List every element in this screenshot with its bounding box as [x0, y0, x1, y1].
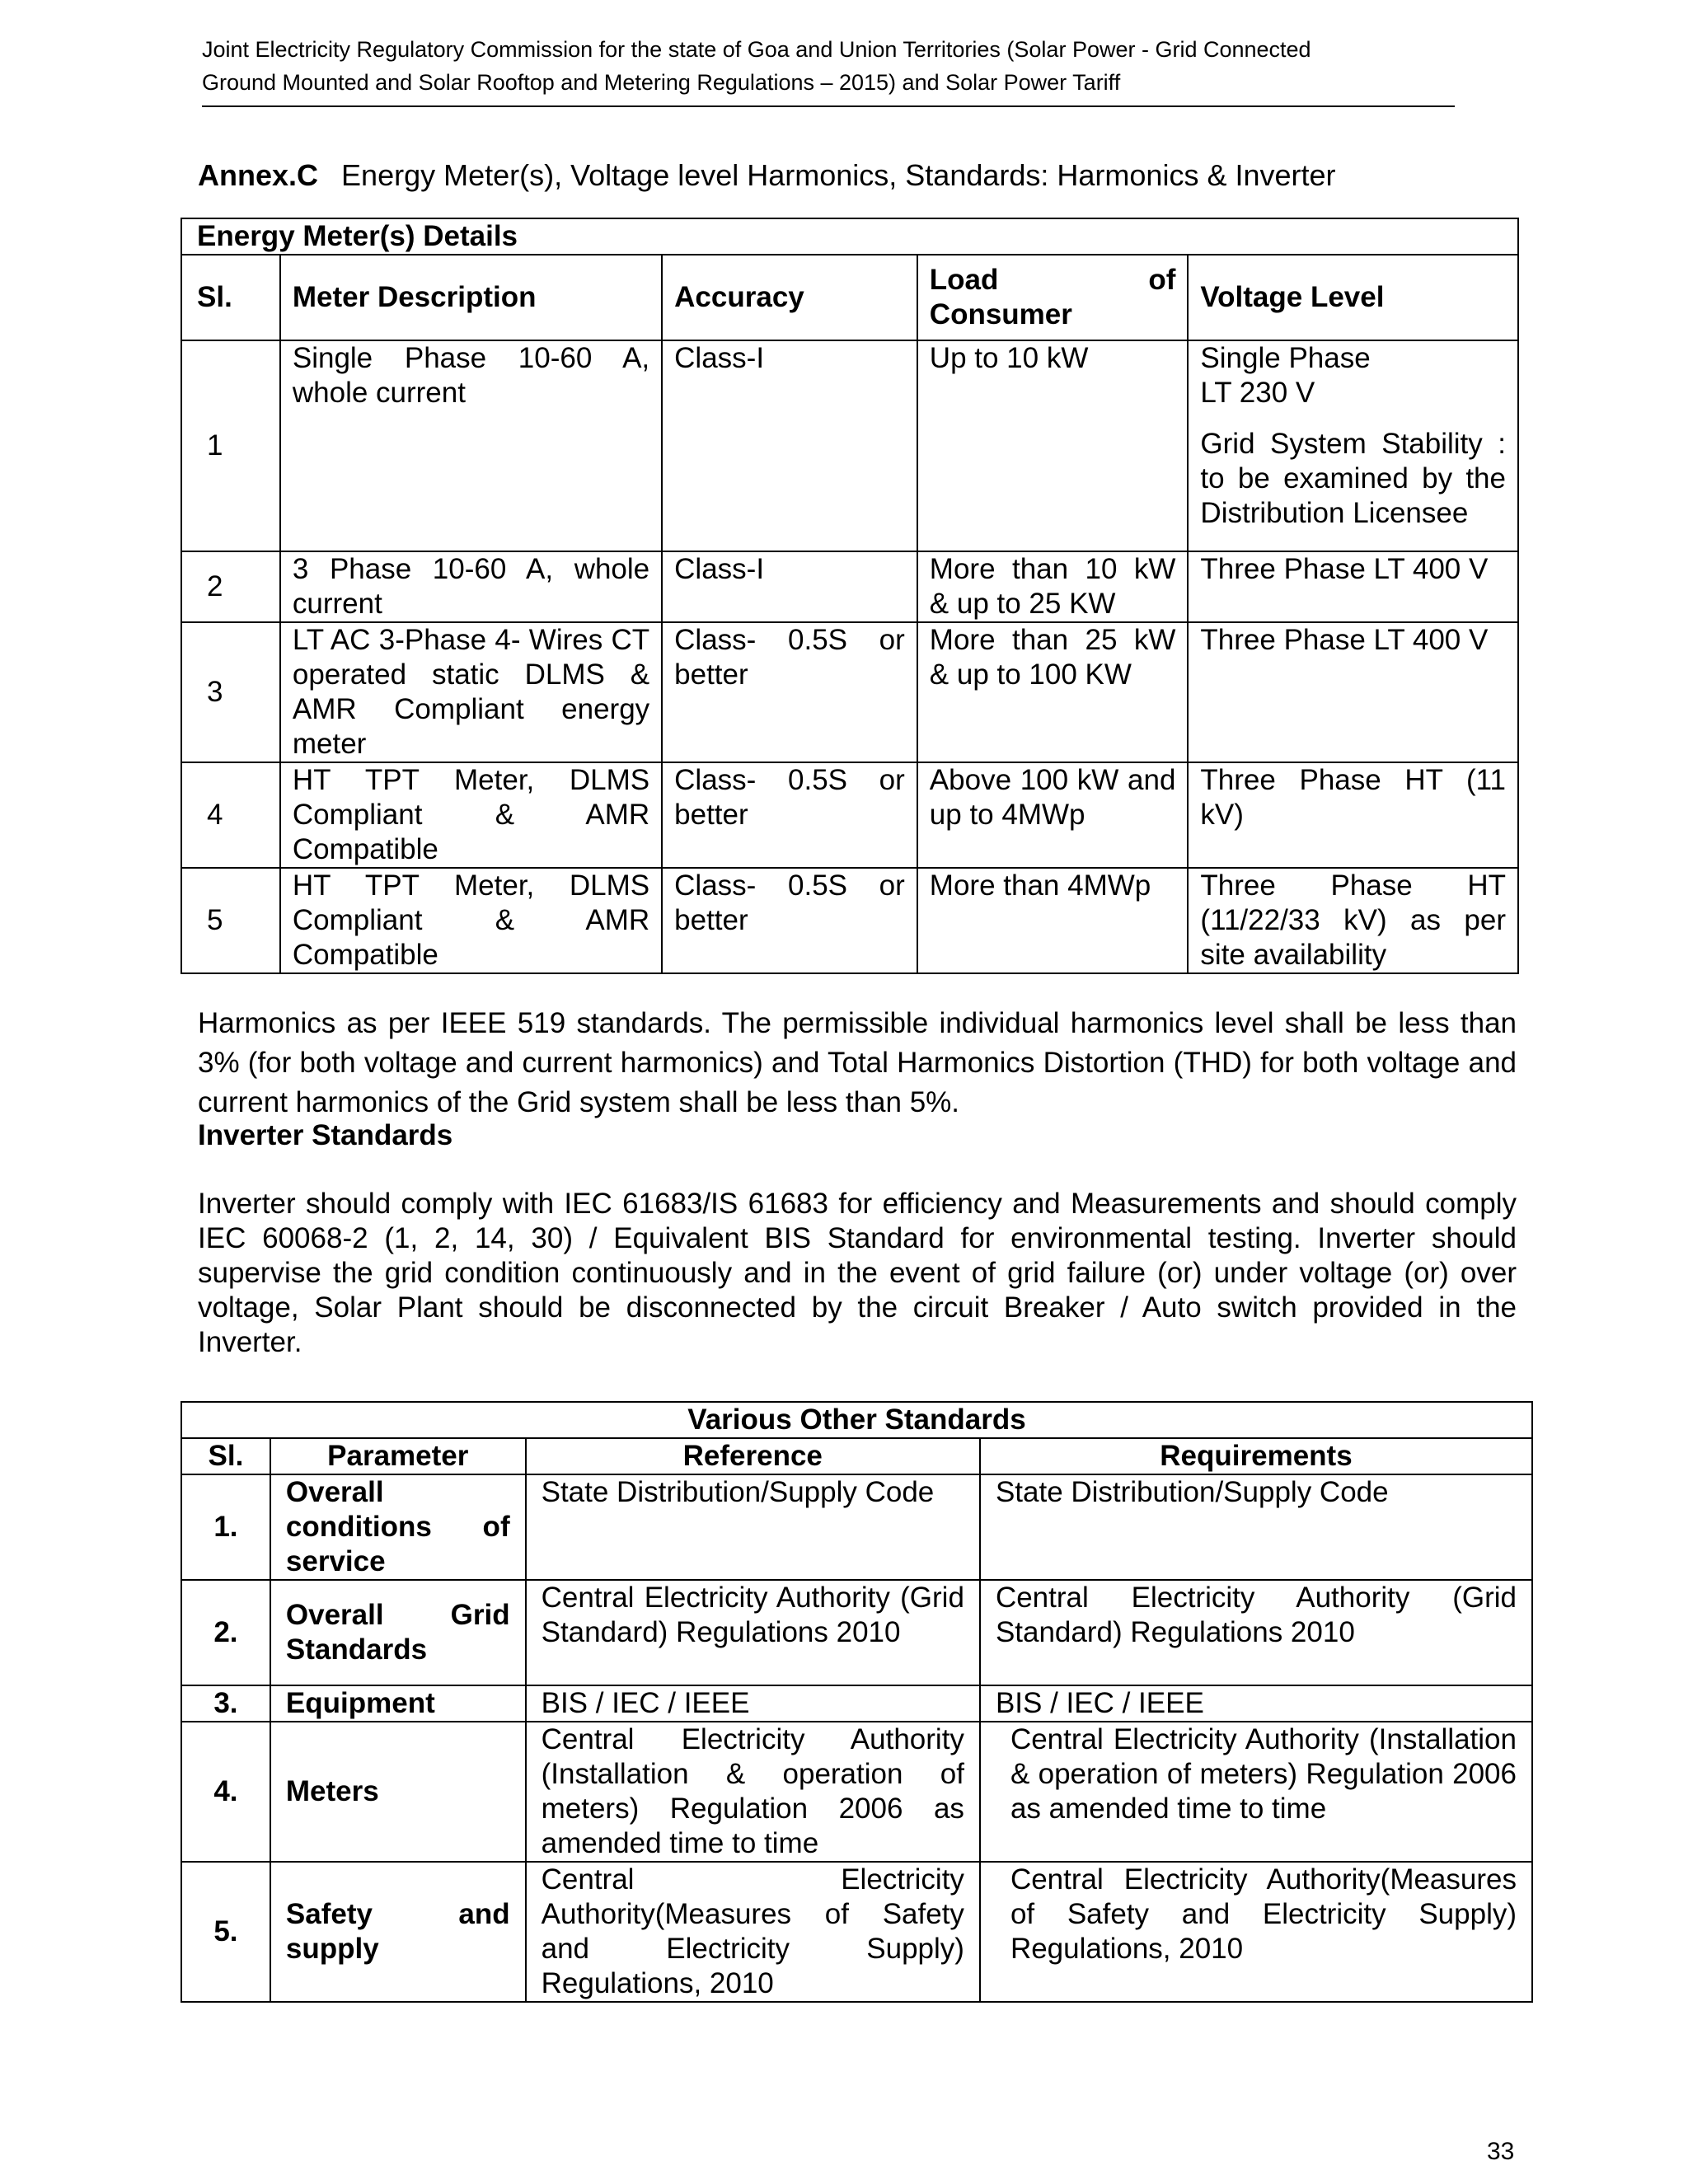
description-cell: Single Phase 10-60 A, whole current — [280, 340, 662, 551]
requirements-cell: State Distribution/Supply Code — [980, 1474, 1532, 1580]
annex-heading — [198, 158, 1336, 193]
reference-cell: BIS / IEC / IEEE — [526, 1685, 980, 1722]
table-header-row — [181, 255, 1518, 340]
accuracy-cell: Class-I — [662, 340, 917, 551]
annex-label: Annex.C — [198, 158, 319, 192]
table-row — [181, 622, 1518, 762]
parameter-cell: Overall Grid Standards — [270, 1580, 526, 1685]
accuracy-cell: Class- 0.5S or better — [662, 762, 917, 868]
sl-cell: 4. — [181, 1722, 270, 1862]
table-row — [181, 1685, 1532, 1722]
header-line-1: Joint Electricity Regulatory Commission for the state of Goa and Union Territories (Solar Power - Grid Connected — [202, 37, 1311, 62]
running-header — [202, 33, 1455, 107]
page-number: 33 — [1487, 2138, 1515, 2165]
parameter-cell: Safety and supply — [270, 1862, 526, 2002]
reference-cell: State Distribution/Supply Code — [526, 1474, 980, 1580]
voltage-cell: Three Phase HT (11 kV) — [1188, 762, 1518, 868]
table-row — [181, 340, 1518, 551]
requirements-cell: Central Electricity Authority (Installation & operation of meters) Regulation 2006 as amended time to time — [980, 1722, 1532, 1862]
load-cell: More than 4MWp — [917, 868, 1189, 973]
load-cell: Up to 10 kW — [917, 340, 1189, 551]
sl-cell: 1 — [181, 340, 280, 551]
voltage-cell — [1188, 340, 1518, 551]
load-cell: Above 100 kW and up to 4MWp — [917, 762, 1189, 868]
voltage-cell: Three Phase LT 400 V — [1188, 551, 1518, 622]
table-row — [181, 1580, 1532, 1685]
table-row — [181, 762, 1518, 868]
voltage-cell: Three Phase HT (11/22/33 kV) as per site availability — [1188, 868, 1518, 973]
table-row — [181, 1862, 1532, 2002]
voltage-note: Grid System Stability : to be examined by the Distribution Licensee — [1200, 428, 1506, 529]
col-header-reference: Reference — [526, 1438, 980, 1474]
parameter-cell: Equipment — [270, 1685, 526, 1722]
sl-cell: 3 — [181, 622, 280, 762]
reference-cell: Central Electricity Authority (Installation & operation of meters) Regulation 2006 as amended time to time — [526, 1722, 980, 1862]
reference-cell: Central Electricity Authority(Measures of Safety and Electricity Supply) Regulations, 2010 — [526, 1862, 980, 2002]
voltage-value: Single Phase LT 230 V — [1200, 342, 1371, 409]
table-title-row — [181, 1402, 1532, 1438]
sl-cell: 3. — [181, 1685, 270, 1722]
table-header-row — [181, 1438, 1532, 1474]
col-header-voltage: Voltage Level — [1188, 255, 1518, 340]
sl-cell: 5 — [181, 868, 280, 973]
table-row — [181, 551, 1518, 622]
other-standards-table — [181, 1401, 1533, 2003]
description-cell: HT TPT Meter, DLMS Compliant & AMR Compatible — [280, 762, 662, 868]
description-cell: 3 Phase 10-60 A, whole current — [280, 551, 662, 622]
accuracy-cell: Class-I — [662, 551, 917, 622]
header-line-2: Ground Mounted and Solar Rooftop and Metering Regulations – 2015) and Solar Power Tariff — [202, 70, 1121, 95]
col-header-accuracy: Accuracy — [662, 255, 917, 340]
load-cell: More than 25 kW & up to 100 KW — [917, 622, 1189, 762]
accuracy-cell: Class- 0.5S or better — [662, 622, 917, 762]
sl-cell: 2 — [181, 551, 280, 622]
sl-cell: 4 — [181, 762, 280, 868]
requirements-cell: Central Electricity Authority(Measures of Safety and Electricity Supply) Regulations, 2010 — [980, 1862, 1532, 2002]
col-header-load: Load of Consumer — [917, 255, 1189, 340]
sl-cell: 5. — [181, 1862, 270, 2002]
inverter-standards-paragraph: Inverter should comply with IEC 61683/IS 61683 for efficiency and Measurements and should comply IEC 60068-2 (1, 2, 14, 30) / Equivalent BIS Standard for environmental testing. Inverter should supervise the grid condition continuously and in the event of grid failure (or) under voltage (or) over voltage, Solar Plant should be disconnected by the circuit Breaker / Auto switch provided in the Inverter. — [198, 1188, 1517, 1358]
accuracy-cell: Class- 0.5S or better — [662, 868, 917, 973]
sl-cell: 2. — [181, 1580, 270, 1685]
col-header-sl: Sl. — [181, 1438, 270, 1474]
description-cell: LT AC 3-Phase 4- Wires CT operated static DLMS & AMR Compliant energy meter — [280, 622, 662, 762]
parameter-cell: Overall conditions of service — [270, 1474, 526, 1580]
requirements-cell: Central Electricity Authority (Grid Standard) Regulations 2010 — [980, 1580, 1532, 1685]
harmonics-paragraph: Harmonics as per IEEE 519 standards. The permissible individual harmonics level shall be less than 3% (for both voltage and current harmonics) and Total Harmonics Distortion (THD) for both voltage and current harmonics of the Grid system shall be less than 5%. — [198, 1007, 1517, 1118]
description-cell: HT TPT Meter, DLMS Compliant & AMR Compatible — [280, 868, 662, 973]
table-row — [181, 1474, 1532, 1580]
table-row — [181, 1722, 1532, 1862]
table-caption-row — [181, 218, 1518, 255]
annex-title: Energy Meter(s), Voltage level Harmonics, Standards: Harmonics & Inverter — [341, 158, 1336, 192]
load-cell: More than 10 kW & up to 25 KW — [917, 551, 1189, 622]
col-header-sl: Sl. — [181, 255, 280, 340]
table-caption: Energy Meter(s) Details — [181, 218, 1518, 255]
table-title: Various Other Standards — [181, 1402, 1532, 1438]
col-header-requirements: Requirements — [980, 1438, 1532, 1474]
inverter-standards-heading: Inverter Standards — [198, 1119, 453, 1151]
col-header-parameter: Parameter — [270, 1438, 526, 1474]
sl-cell: 1. — [181, 1474, 270, 1580]
energy-meter-table — [181, 218, 1519, 974]
requirements-cell: BIS / IEC / IEEE — [980, 1685, 1532, 1722]
col-header-description: Meter Description — [280, 255, 662, 340]
table-row — [181, 868, 1518, 973]
reference-cell: Central Electricity Authority (Grid Standard) Regulations 2010 — [526, 1580, 980, 1685]
parameter-cell: Meters — [270, 1722, 526, 1862]
voltage-cell: Three Phase LT 400 V — [1188, 622, 1518, 762]
